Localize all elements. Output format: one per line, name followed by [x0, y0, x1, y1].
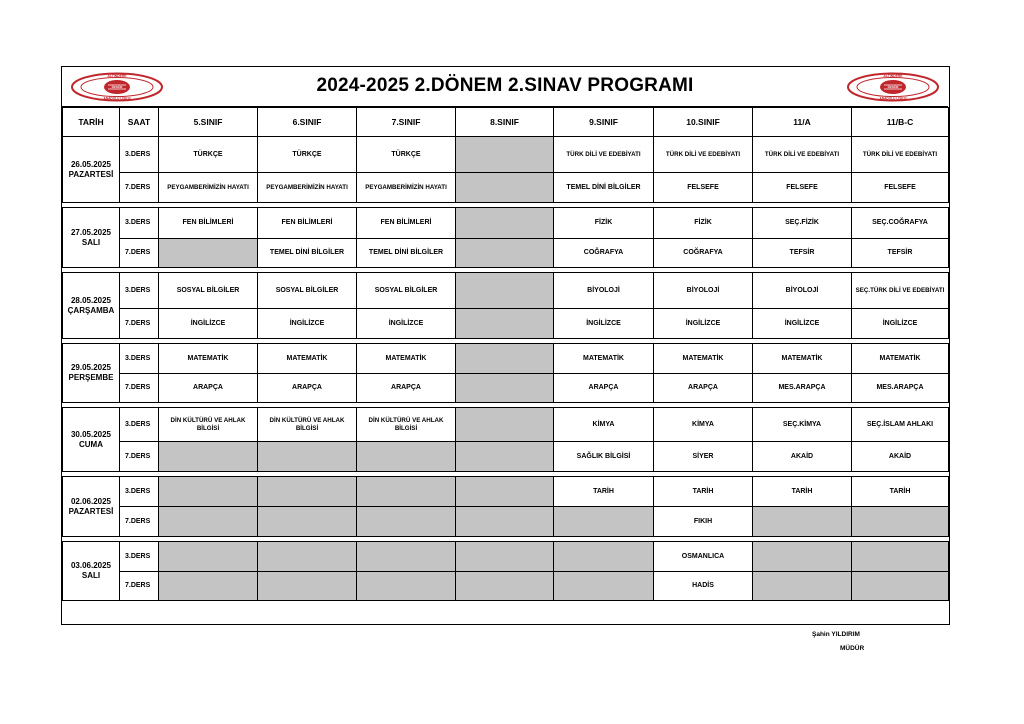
subject-cell: TEFSİR [852, 239, 949, 268]
column-header: SAAT [120, 108, 159, 137]
subject-cell: İNGİLİZCE [159, 309, 258, 339]
empty-slot-cell [159, 507, 258, 537]
svg-text:ALTINDERE: ALTINDERE [107, 74, 127, 79]
subject-cell: MATEMATİK [654, 344, 753, 374]
column-header: 7.SINIF [357, 108, 456, 137]
empty-slot-cell [456, 239, 554, 268]
table-row [63, 477, 949, 507]
table-row [63, 173, 949, 203]
subject-cell: MATEMATİK [852, 344, 949, 374]
subject-cell: SEÇ.TÜRK DİLİ VE EDEBİYATI [852, 273, 949, 309]
exam-date: 29.05.2025 [70, 363, 112, 372]
empty-slot-cell [357, 572, 456, 601]
subject-cell: DİN KÜLTÜRÜ VE AHLAK BİLGİSİ [357, 408, 456, 442]
subject-cell: SEÇ.COĞRAFYA [852, 208, 949, 239]
column-header: 11/B-C [852, 108, 949, 137]
empty-slot-cell [258, 442, 357, 472]
exam-date: 26.05.2025 [70, 159, 112, 169]
empty-slot-cell [456, 309, 554, 339]
subject-cell: MES.ARAPÇA [852, 374, 949, 403]
empty-slot-cell [159, 572, 258, 601]
subject-cell: FEN BİLİMLERİ [258, 208, 357, 239]
empty-slot-cell [357, 477, 456, 507]
empty-slot-cell [456, 542, 554, 572]
subject-cell: SOSYAL BİLGİLER [357, 273, 456, 309]
empty-slot-cell [357, 507, 456, 537]
page-title: 2024-2025 2.DÖNEM 2.SINAV PROGRAMI [316, 75, 694, 96]
column-header: 5.SINIF [159, 108, 258, 137]
empty-slot-cell [456, 572, 554, 601]
subject-cell: ARAPÇA [357, 374, 456, 403]
period-cell: 7.DERS [120, 239, 159, 268]
subject-cell: BİYOLOJİ [654, 273, 753, 309]
subject-cell: SOSYAL BİLGİLER [258, 273, 357, 309]
subject-cell: TÜRKÇE [357, 137, 456, 173]
subject-cell: BİYOLOJİ [753, 273, 852, 309]
period-cell: 3.DERS [120, 542, 159, 572]
subject-cell: SEÇ.FİZİK [753, 208, 852, 239]
date-cell [63, 542, 120, 601]
period-cell: 3.DERS [120, 477, 159, 507]
empty-slot-cell [456, 374, 554, 403]
empty-slot-cell [159, 542, 258, 572]
table-row [63, 137, 949, 173]
empty-slot-cell [258, 542, 357, 572]
period-cell: 7.DERS [120, 173, 159, 203]
subject-cell: ARAPÇA [554, 374, 654, 403]
subject-cell: SEÇ.KİMYA [753, 408, 852, 442]
empty-slot-cell [456, 173, 554, 203]
subject-cell: FİZİK [654, 208, 753, 239]
subject-cell: FELSEFE [753, 173, 852, 203]
exam-day: SALI [81, 237, 101, 247]
subject-cell: FELSEFE [654, 173, 753, 203]
schedule-table [62, 107, 949, 601]
subject-cell: FEN BİLİMLERİ [357, 208, 456, 239]
date-cell [63, 137, 120, 203]
exam-date: 30.05.2025 [70, 429, 112, 439]
empty-slot-cell [852, 507, 949, 537]
exam-date: 03.06.2025 [70, 561, 112, 570]
signature-block [812, 631, 864, 659]
subject-cell: TARİH [753, 477, 852, 507]
empty-slot-cell [456, 477, 554, 507]
subject-cell: MATEMATİK [554, 344, 654, 374]
school-logo-right [846, 72, 940, 102]
exam-schedule-sheet [61, 66, 950, 625]
subject-cell: MATEMATİK [753, 344, 852, 374]
column-header: 9.SINIF [554, 108, 654, 137]
empty-slot-cell [258, 507, 357, 537]
date-cell [63, 408, 120, 472]
subject-cell: PEYGAMBERİMİZİN HAYATI [357, 173, 456, 203]
subject-cell: DİN KÜLTÜRÜ VE AHLAK BİLGİSİ [159, 408, 258, 442]
subject-cell: PEYGAMBERİMİZİN HAYATI [159, 173, 258, 203]
empty-slot-cell [159, 239, 258, 268]
empty-slot-cell [554, 572, 654, 601]
period-cell: 3.DERS [120, 208, 159, 239]
subject-cell: ARAPÇA [258, 374, 357, 403]
column-header: 11/A [753, 108, 852, 137]
empty-slot-cell [852, 572, 949, 601]
title-row [62, 67, 948, 107]
table-row [63, 408, 949, 442]
subject-cell: FİZİK [554, 208, 654, 239]
empty-slot-cell [554, 542, 654, 572]
subject-cell: MATEMATİK [357, 344, 456, 374]
empty-slot-cell [456, 273, 554, 309]
period-cell: 3.DERS [120, 344, 159, 374]
subject-cell: SAĞLIK BİLGİSİ [554, 442, 654, 472]
subject-cell: İNGİLİZCE [852, 309, 949, 339]
empty-slot-cell [456, 344, 554, 374]
subject-cell: İNGİLİZCE [654, 309, 753, 339]
subject-cell: İNGİLİZCE [258, 309, 357, 339]
period-cell: 7.DERS [120, 572, 159, 601]
table-row [63, 442, 949, 472]
subject-cell: TÜRK DİLİ VE EDEBİYATI [554, 137, 654, 173]
subject-cell: BİYOLOJİ [554, 273, 654, 309]
svg-text:ALTINDERE: ALTINDERE [883, 74, 903, 79]
exam-day: SALI [81, 571, 101, 580]
table-row [63, 374, 949, 403]
subject-cell: TEMEL DİNİ BİLGİLER [357, 239, 456, 268]
subject-cell: COĞRAFYA [654, 239, 753, 268]
subject-cell: OSMANLICA [654, 542, 753, 572]
empty-slot-cell [456, 442, 554, 472]
svg-text:ANADOLU LİSESİ: ANADOLU LİSESİ [879, 96, 907, 101]
empty-slot-cell [456, 137, 554, 173]
table-row [63, 309, 949, 339]
table-row [63, 542, 949, 572]
subject-cell: SİYER [654, 442, 753, 472]
period-cell: 3.DERS [120, 137, 159, 173]
date-cell [63, 344, 120, 403]
table-row [63, 572, 949, 601]
empty-slot-cell [159, 442, 258, 472]
subject-cell: DİN KÜLTÜRÜ VE AHLAK BİLGİSİ [258, 408, 357, 442]
date-cell [63, 208, 120, 268]
subject-cell: FEN BİLİMLERİ [159, 208, 258, 239]
header-row [63, 108, 949, 137]
subject-cell: KİMYA [654, 408, 753, 442]
subject-cell: FIKIH [654, 507, 753, 537]
column-header: TARİH [63, 108, 120, 137]
subject-cell: TEFSİR [753, 239, 852, 268]
subject-cell: İNGİLİZCE [753, 309, 852, 339]
subject-cell: AKAİD [852, 442, 949, 472]
subject-cell: SOSYAL BİLGİLER [159, 273, 258, 309]
subject-cell: COĞRAFYA [554, 239, 654, 268]
period-cell: 7.DERS [120, 442, 159, 472]
subject-cell: TARİH [554, 477, 654, 507]
date-cell [63, 477, 120, 537]
exam-date: 28.05.2025 [70, 295, 112, 305]
svg-text:ÖZGÜR: ÖZGÜR [111, 85, 123, 90]
subject-cell: TARİH [654, 477, 753, 507]
empty-slot-cell [159, 477, 258, 507]
period-cell: 7.DERS [120, 507, 159, 537]
subject-cell: HADİS [654, 572, 753, 601]
empty-slot-cell [456, 208, 554, 239]
subject-cell: MATEMATİK [258, 344, 357, 374]
empty-slot-cell [357, 542, 456, 572]
subject-cell: TEMEL DİNİ BİLGİLER [554, 173, 654, 203]
principal-name: Şahin YILDIRIM [812, 631, 860, 638]
subject-cell: TÜRK DİLİ VE EDEBİYATI [753, 137, 852, 173]
svg-text:ANADOLU LİSESİ: ANADOLU LİSESİ [103, 96, 131, 101]
table-row [63, 344, 949, 374]
subject-cell: TÜRKÇE [159, 137, 258, 173]
empty-slot-cell [554, 507, 654, 537]
table-row [63, 239, 949, 268]
subject-cell: MES.ARAPÇA [753, 374, 852, 403]
period-cell: 7.DERS [120, 374, 159, 403]
empty-slot-cell [852, 542, 949, 572]
subject-cell: KİMYA [554, 408, 654, 442]
subject-cell: İNGİLİZCE [554, 309, 654, 339]
exam-day: PAZARTESİ [68, 506, 114, 516]
empty-slot-cell [753, 542, 852, 572]
svg-text:ÖZGÜR: ÖZGÜR [887, 85, 899, 90]
subject-cell: TÜRK DİLİ VE EDEBİYATI [654, 137, 753, 173]
column-header: 6.SINIF [258, 108, 357, 137]
empty-slot-cell [753, 507, 852, 537]
period-cell: 3.DERS [120, 408, 159, 442]
table-row [63, 273, 949, 309]
principal-role: MÜDÜR [840, 645, 865, 652]
table-row [63, 507, 949, 537]
period-cell: 7.DERS [120, 309, 159, 339]
column-header: 10.SINIF [654, 108, 753, 137]
empty-slot-cell [258, 477, 357, 507]
subject-cell: TÜRKÇE [258, 137, 357, 173]
subject-cell: ARAPÇA [654, 374, 753, 403]
exam-date: 27.05.2025 [70, 227, 112, 237]
subject-cell: TEMEL DİNİ BİLGİLER [258, 239, 357, 268]
exam-day: CUMA [79, 439, 103, 449]
subject-cell: ARAPÇA [159, 374, 258, 403]
subject-cell: AKAİD [753, 442, 852, 472]
subject-cell: SEÇ.İSLAM AHLAKI [852, 408, 949, 442]
exam-date: 02.06.2025 [70, 496, 112, 506]
empty-slot-cell [357, 442, 456, 472]
date-cell [63, 273, 120, 339]
period-cell: 3.DERS [120, 273, 159, 309]
subject-cell: MATEMATİK [159, 344, 258, 374]
subject-cell: TÜRK DİLİ VE EDEBİYATI [852, 137, 949, 173]
subject-cell: PEYGAMBERİMİZİN HAYATI [258, 173, 357, 203]
subject-cell: İNGİLİZCE [357, 309, 456, 339]
empty-slot-cell [456, 507, 554, 537]
exam-day: PAZARTESİ [68, 169, 114, 179]
empty-slot-cell [456, 408, 554, 442]
empty-slot-cell [753, 572, 852, 601]
table-row [63, 208, 949, 239]
exam-day: ÇARŞAMBA [67, 305, 115, 315]
column-header: 8.SINIF [456, 108, 554, 137]
subject-cell: TARİH [852, 477, 949, 507]
exam-day: PERŞEMBE [68, 373, 114, 382]
schedule-body [63, 137, 949, 601]
empty-slot-cell [258, 572, 357, 601]
subject-cell: FELSEFE [852, 173, 949, 203]
